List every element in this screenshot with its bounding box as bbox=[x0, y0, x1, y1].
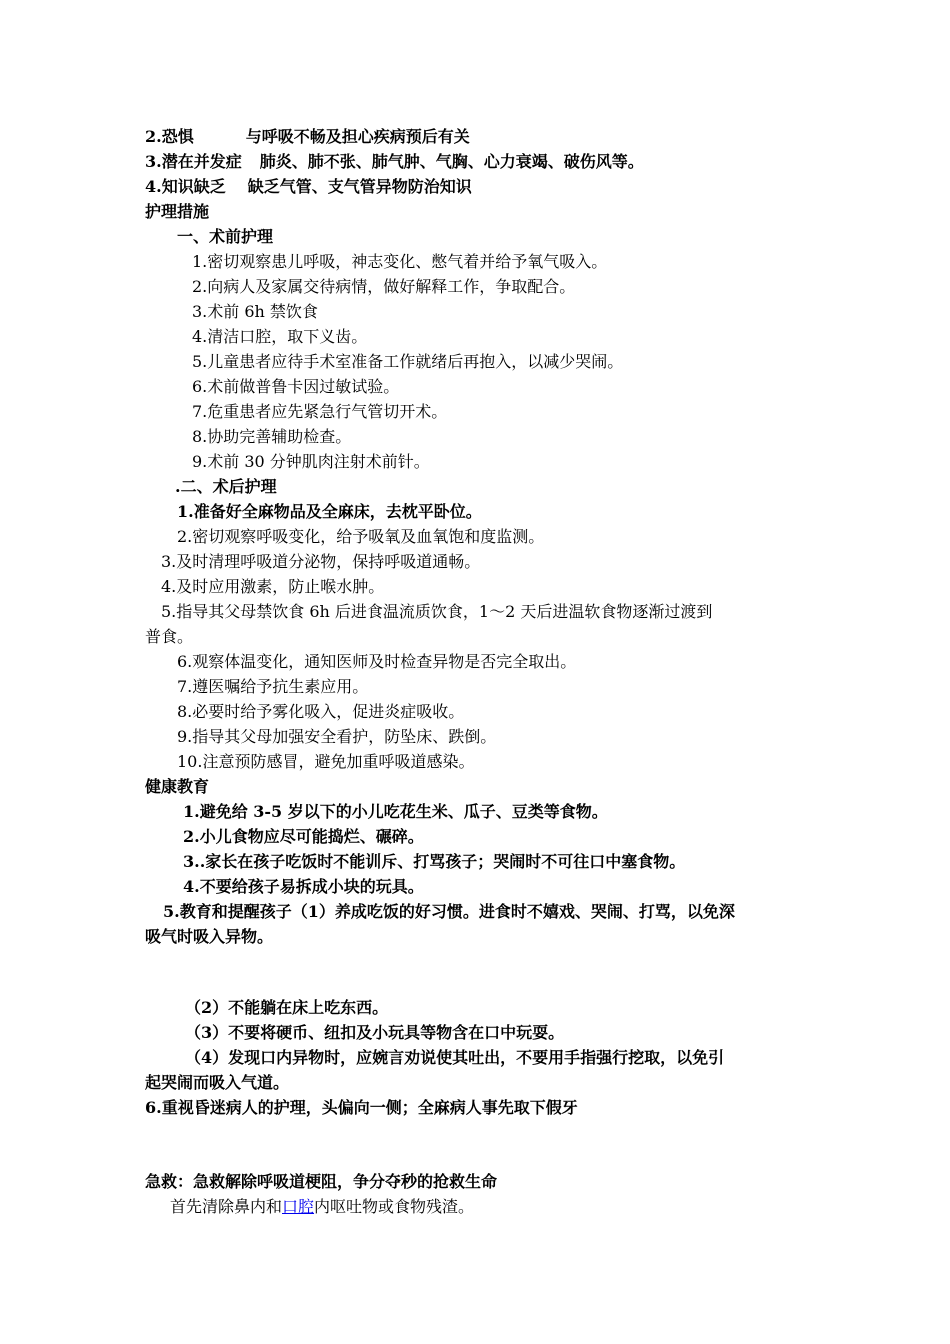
health-subitem-continuation: 起哭闹而吸入气道。 bbox=[145, 1073, 290, 1092]
health-item: 3..家长在孩子吃饭时不能训斥、打骂孩子；哭闹时不可往口中塞食物。 bbox=[183, 852, 686, 871]
postop-item: 2.密切观察呼吸变化，给予吸氧及血氧饱和度监测。 bbox=[177, 527, 545, 546]
health-subitem: （4）发现口内异物时，应婉言劝说使其吐出，不要用手指强行挖取，以免引 bbox=[185, 1048, 725, 1067]
postop-item: 9.指导其父母加强安全看护，防坠床、跌倒。 bbox=[177, 727, 497, 746]
health-item: 4.不要给孩子易拆成小块的玩具。 bbox=[183, 877, 424, 896]
emergency-text-before: 首先清除鼻内和 bbox=[170, 1197, 283, 1216]
health-item: 5.教育和提醒孩子（1）养成吃饭的好习惯。进食时不嬉戏、哭闹、打骂，以免深 bbox=[163, 902, 735, 921]
preop-item: 3.术前 6h 禁饮食 bbox=[192, 302, 318, 321]
health-subitem: （3）不要将硬币、纽扣及小玩具等物含在口中玩耍。 bbox=[185, 1023, 565, 1042]
nursing-heading: 护理措施 bbox=[145, 202, 210, 221]
diagnosis-knowledge-title: 4.知识缺乏 bbox=[145, 177, 226, 196]
diagnosis-fear-title: 2.恐惧 bbox=[145, 127, 194, 146]
postop-item: 3.及时清理呼吸道分泌物，保持呼吸道通畅。 bbox=[161, 552, 481, 571]
postop-item: 7.遵医嘱给予抗生素应用。 bbox=[177, 677, 369, 696]
preop-item: 6.术前做普鲁卡因过敏试验。 bbox=[192, 377, 400, 396]
diagnosis-complication-text: 肺炎、肺不张、肺气肿、气胸、心力衰竭、破伤风等。 bbox=[259, 152, 644, 171]
emergency-heading: 急救：急救解除呼吸道梗阻，争分夺秒的抢救生命 bbox=[145, 1172, 498, 1191]
postop-item: 4.及时应用激素，防止喉水肿。 bbox=[161, 577, 385, 596]
health-subitem: （2）不能躺在床上吃东西。 bbox=[185, 998, 389, 1017]
preop-item: 1.密切观察患儿呼吸，神志变化、憋气着并给予氧气吸入。 bbox=[192, 252, 608, 271]
postop-heading: .二、术后护理 bbox=[175, 477, 277, 496]
postop-item: 5.指导其父母禁饮食 6h 后进食温流质饮食，1～2 天后进温软食物逐渐过渡到 bbox=[161, 602, 713, 621]
health-item-continuation: 吸气时吸入异物。 bbox=[145, 927, 274, 946]
preop-item: 2.向病人及家属交待病情，做好解释工作，争取配合。 bbox=[192, 277, 576, 296]
postop-item: 1.准备好全麻物品及全麻床，去枕平卧位。 bbox=[177, 502, 482, 521]
diagnosis-fear-text: 与呼吸不畅及担心疾病预后有关 bbox=[245, 127, 470, 146]
health-heading: 健康教育 bbox=[145, 777, 210, 796]
diagnosis-fear bbox=[145, 125, 470, 149]
preop-item: 5.儿童患者应待手术室准备工作就绪后再抱入，以减少哭闹。 bbox=[192, 352, 624, 371]
postop-item: 6.观察体温变化，通知医师及时检查异物是否完全取出。 bbox=[177, 652, 577, 671]
postop-item: 10.注意预防感冒，避免加重呼吸道感染。 bbox=[177, 752, 475, 771]
diagnosis-knowledge bbox=[145, 175, 472, 199]
health-item: 6.重视昏迷病人的护理，头偏向一侧；全麻病人事先取下假牙 bbox=[145, 1098, 578, 1117]
oral-cavity-link[interactable]: 口腔 bbox=[282, 1197, 315, 1216]
preop-item: 9.术前 30 分钟肌肉注射术前针。 bbox=[192, 452, 430, 471]
preop-item: 7.危重患者应先紧急行气管切开术。 bbox=[192, 402, 448, 421]
preop-item: 4.清洁口腔，取下义齿。 bbox=[192, 327, 368, 346]
diagnosis-complication bbox=[145, 150, 644, 174]
emergency-text bbox=[170, 1195, 474, 1219]
emergency-text-after: 内呕吐物或食物残渣。 bbox=[314, 1197, 475, 1216]
postop-item-continuation: 普食。 bbox=[145, 627, 194, 646]
postop-item: 8.必要时给予雾化吸入，促进炎症吸收。 bbox=[177, 702, 465, 721]
health-item: 1.避免给 3-5 岁以下的小儿吃花生米、瓜子、豆类等食物。 bbox=[183, 802, 608, 821]
preop-heading: 一、术前护理 bbox=[177, 227, 274, 246]
diagnosis-knowledge-text: 缺乏气管、支气管异物防治知识 bbox=[247, 177, 472, 196]
preop-item: 8.协助完善辅助检查。 bbox=[192, 427, 352, 446]
health-item: 2.小儿食物应尽可能捣烂、碾碎。 bbox=[183, 827, 424, 846]
diagnosis-complication-title: 3.潜在并发症 bbox=[145, 152, 242, 171]
